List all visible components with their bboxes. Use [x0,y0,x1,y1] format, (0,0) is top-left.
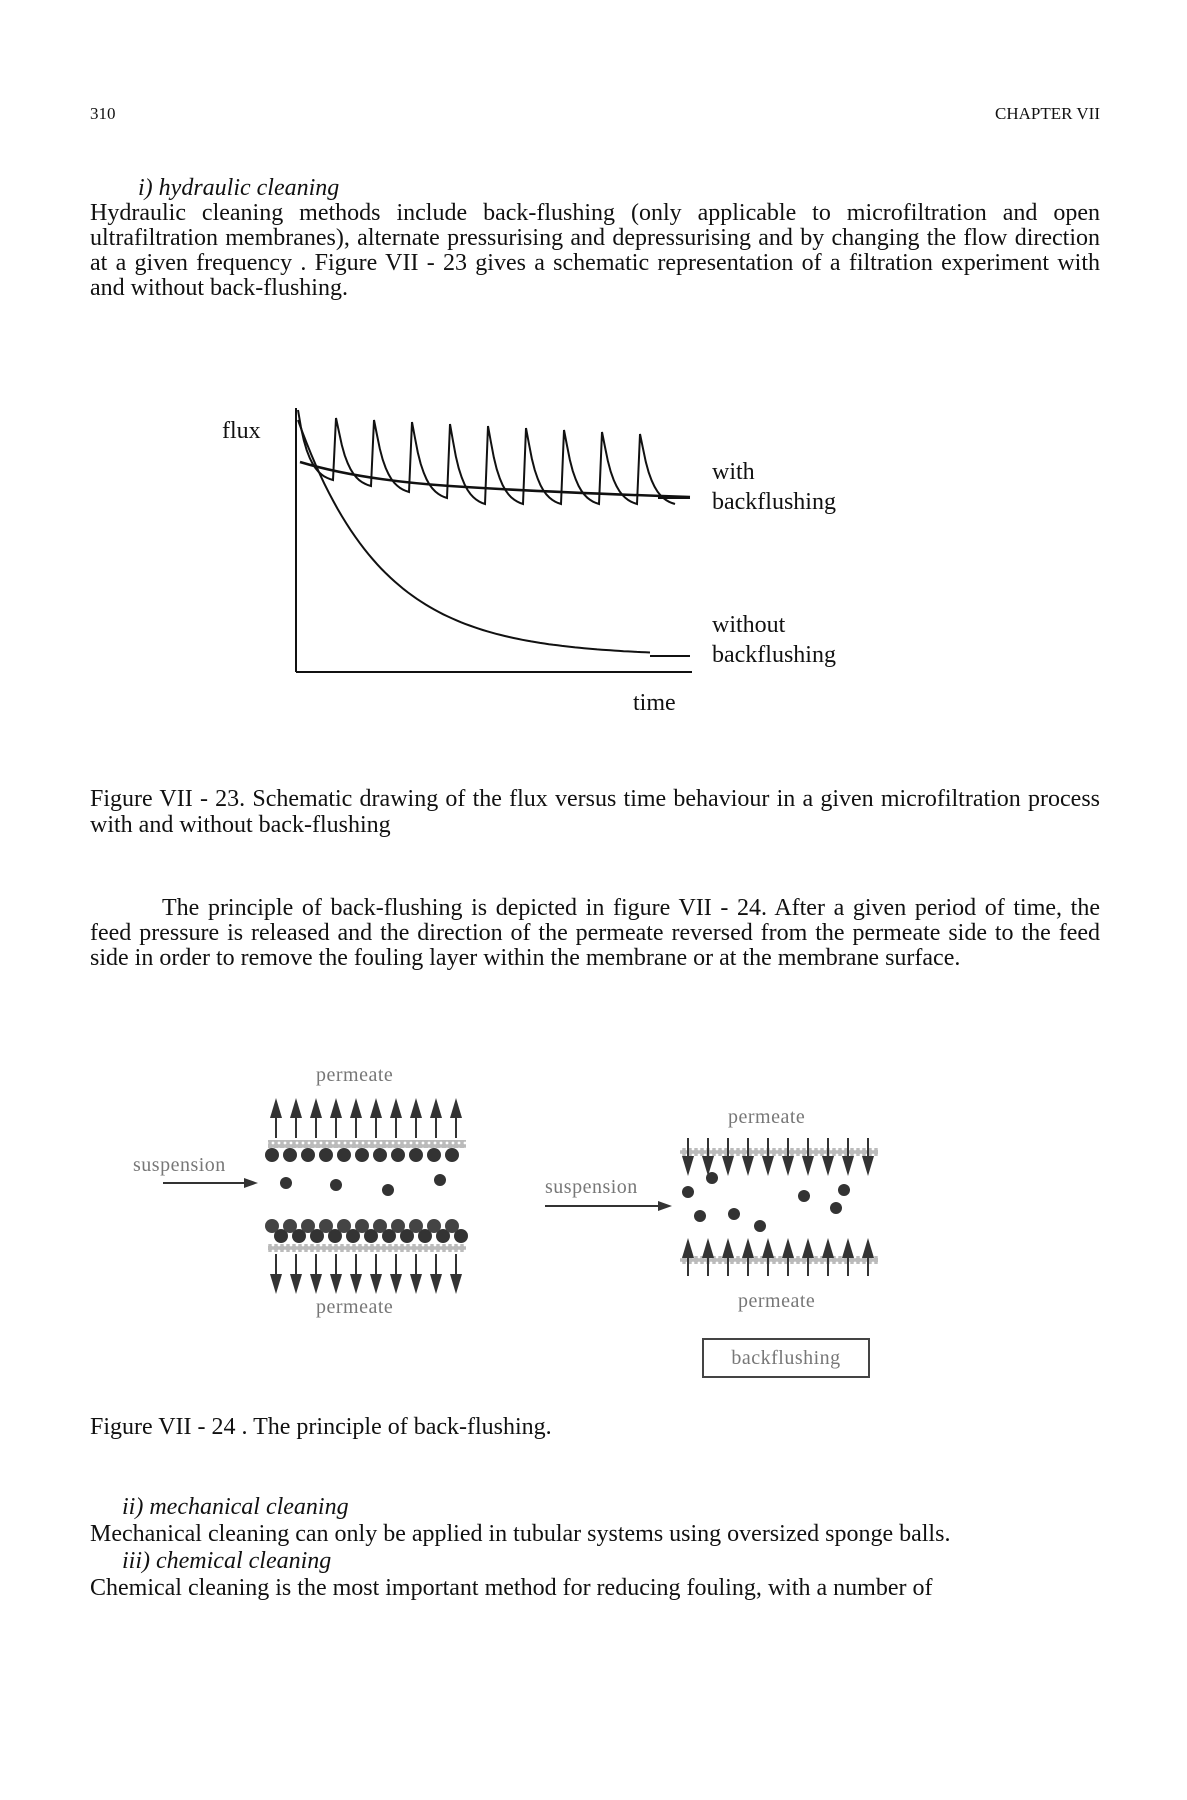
paragraph-hydraulic: Hydraulic cleaning methods include back-flushing (only applicable to microfiltration and open ultrafiltration membranes), alternate pressurising and depressurising and by changing the flow direction at a given frequency . Figure VII - 23 gives a schematic representation of a filtration experiment with and without back-flushing. [90,200,1100,301]
right-top-membrane [680,1148,878,1156]
right-bottom-arrowhead [782,1238,794,1258]
paragraph-chemical: Chemical cleaning is the most important method for reducing fouling, with a number of [90,1575,933,1601]
left-suspended-particle [434,1174,446,1186]
left-fouling-particle [301,1148,315,1162]
left-top-arrowhead [290,1098,302,1118]
right-suspended-particle [682,1186,694,1198]
left-suspended-particle [382,1184,394,1196]
right-permeate-bottom-label: permeate [738,1290,816,1312]
left-bottom-membrane [268,1244,466,1252]
left-permeate-bottom-label: permeate [316,1296,394,1318]
right-suspension-arrowhead [658,1201,672,1211]
section-heading-hydraulic: i) hydraulic cleaning [138,175,340,201]
left-bottom-arrowhead [450,1274,462,1294]
left-bottom-arrowhead [430,1274,442,1294]
right-suspended-particle [798,1190,810,1202]
left-suspension-label: suspension [133,1154,226,1176]
right-bottom-arrowhead [822,1238,834,1258]
left-bottom-arrowhead [350,1274,362,1294]
right-bottom-arrowhead [842,1238,854,1258]
left-fouling-particle [265,1219,279,1233]
right-top-arrowhead [702,1156,714,1176]
right-suspended-particle [706,1172,718,1184]
left-suspension-arrowhead [244,1178,258,1188]
left-fouling-particle [445,1148,459,1162]
left-fouling-particle [391,1219,405,1233]
left-bottom-arrowhead [370,1274,382,1294]
left-fouling-particle [283,1219,297,1233]
right-top-arrowhead [742,1156,754,1176]
figure-24-caption: Figure VII - 24 . The principle of back-flushing. [90,1414,552,1440]
series-with-backflushing [298,410,675,504]
right-top-arrowhead [802,1156,814,1176]
right-top-arrowhead [782,1156,794,1176]
left-fouling-particle [274,1229,288,1243]
left-fouling-particle [427,1148,441,1162]
left-fouling-particle [409,1148,423,1162]
left-suspended-particle [280,1177,292,1189]
left-top-arrowhead [310,1098,322,1118]
left-top-arrowhead [450,1098,462,1118]
left-fouling-particle [409,1219,423,1233]
right-top-arrowhead [862,1156,874,1176]
left-fouling-particle [445,1219,459,1233]
right-top-arrowhead [842,1156,854,1176]
left-fouling-particle [373,1219,387,1233]
right-suspended-particle [694,1210,706,1222]
right-bottom-arrowhead [802,1238,814,1258]
paragraph-mechanical: Mechanical cleaning can only be applied in tubular systems using oversized sponge balls. [90,1521,951,1547]
left-fouling-particle [265,1148,279,1162]
section-heading-mechanical: ii) mechanical cleaning [122,1494,349,1520]
left-permeate-top-label: permeate [316,1064,394,1086]
left-top-arrowhead [370,1098,382,1118]
right-suspension-label: suspension [545,1176,638,1198]
left-top-arrowhead [270,1098,282,1118]
right-suspended-particle [838,1184,850,1196]
figure-23-caption: Figure VII - 23. Schematic drawing of the flux versus time behaviour in a given microfiltration process with and without back-flushing [90,786,1100,838]
right-top-arrowhead [762,1156,774,1176]
legend-without-label-1: without [712,612,786,638]
right-suspended-particle [830,1202,842,1214]
left-suspended-particle [330,1179,342,1191]
backflushing-box [702,1338,870,1378]
paragraph-backflush-principle: The principle of back-flushing is depicted in figure VII - 24. After a given period of time, the feed pressure is released and the direction of the permeate reversed from the permeate side to the feed side in order to remove the fouling layer within the membrane or at the membrane surface. [90,895,1100,971]
left-fouling-particle [373,1148,387,1162]
series-without-backflushing [298,420,650,653]
left-bottom-arrowhead [410,1274,422,1294]
left-fouling-particle [364,1229,378,1243]
left-bottom-arrowhead [270,1274,282,1294]
left-bottom-arrowhead [390,1274,402,1294]
right-top-arrowhead [822,1156,834,1176]
left-fouling-particle [355,1148,369,1162]
right-bottom-arrowhead [762,1238,774,1258]
time-axis-label: time [633,690,676,716]
left-fouling-particle [400,1229,414,1243]
series-with-backflushing-trend [300,462,690,497]
left-fouling-particle [319,1219,333,1233]
right-bottom-arrowhead [682,1238,694,1258]
section-heading-chemical: iii) chemical cleaning [122,1548,332,1574]
right-bottom-arrowhead [702,1238,714,1258]
left-top-arrowhead [430,1098,442,1118]
left-fouling-particle [337,1148,351,1162]
left-bottom-arrowhead [310,1274,322,1294]
left-bottom-arrowhead [290,1274,302,1294]
right-suspended-particle [728,1208,740,1220]
right-bottom-membrane [680,1256,878,1264]
right-suspended-particle [754,1220,766,1232]
chapter-title: CHAPTER VII [995,104,1100,123]
legend-with-label-1: with [712,459,755,485]
right-top-arrowhead [722,1156,734,1176]
legend-with-label-2: backflushing [712,489,836,515]
left-fouling-particle [283,1148,297,1162]
right-permeate-top-label: permeate [728,1106,806,1128]
left-fouling-particle [355,1219,369,1233]
left-fouling-particle [319,1148,333,1162]
right-bottom-arrowhead [862,1238,874,1258]
left-fouling-particle [427,1219,441,1233]
left-top-membrane [268,1140,466,1148]
right-top-arrowhead [682,1156,694,1176]
left-fouling-particle [418,1229,432,1243]
left-bottom-arrowhead [330,1274,342,1294]
left-top-arrowhead [390,1098,402,1118]
left-fouling-particle [328,1229,342,1243]
legend-without-label-2: backflushing [712,642,836,668]
left-top-arrowhead [330,1098,342,1118]
left-fouling-particle [310,1229,324,1243]
left-fouling-particle [436,1229,450,1243]
left-fouling-particle [292,1229,306,1243]
left-fouling-particle [391,1148,405,1162]
left-fouling-particle [454,1229,468,1243]
left-fouling-particle [346,1229,360,1243]
right-bottom-arrowhead [742,1238,754,1258]
left-fouling-particle [382,1229,396,1243]
flux-axis-label: flux [222,418,261,444]
left-fouling-particle [301,1219,315,1233]
left-top-arrowhead [350,1098,362,1118]
left-fouling-particle [337,1219,351,1233]
right-bottom-arrowhead [722,1238,734,1258]
page-number: 310 [90,104,116,123]
backflushing-box-label: backflushing [731,1347,841,1369]
left-top-arrowhead [410,1098,422,1118]
